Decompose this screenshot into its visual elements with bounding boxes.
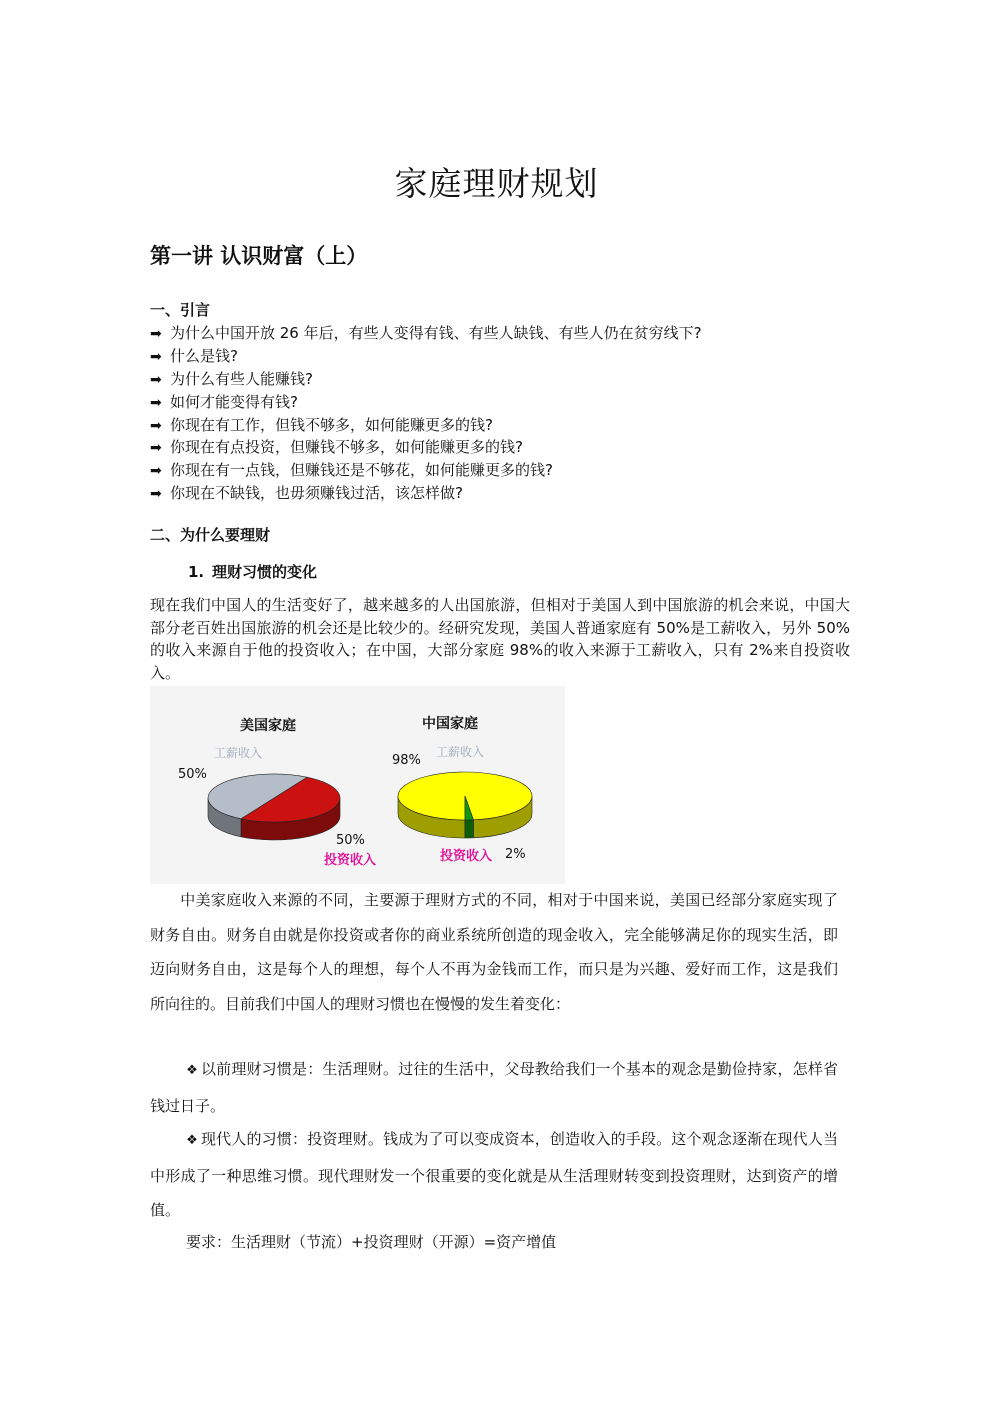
wage-value-1: 98%	[392, 753, 421, 768]
wage-value-0: 50%	[178, 767, 207, 782]
subsection-heading	[188, 561, 317, 582]
list-item: ➡ 你现在有一点钱，但赚钱还是不够花，如何能赚更多的钱?	[150, 459, 702, 482]
list-item: ➡ 你现在有点投资，但赚钱不够多，如何能赚更多的钱?	[150, 436, 702, 459]
arrow-bullet-icon: ➡	[150, 371, 162, 388]
wage-label-1: 工薪收入	[436, 745, 485, 759]
arrow-bullet-icon: ➡	[150, 348, 162, 365]
arrow-bullet-icon: ➡	[150, 440, 162, 457]
intro-bullet-list	[150, 322, 702, 505]
diamond-bullet-icon: ❖	[186, 1133, 198, 1148]
section-heading-intro: 一、引言	[150, 301, 211, 319]
list-item: ➡ 你现在不缺钱，也毋须赚钱过活，该怎样做?	[150, 482, 702, 505]
page-title: 家庭理财规划	[394, 164, 599, 203]
chart-title-0: 美国家庭	[240, 718, 296, 734]
invest-label-0: 投资收入	[324, 853, 377, 868]
list-item: ➡ 为什么中国开放 26 年后，有些人变得有钱、有些人缺钱、有些人仍在贫穷线下?	[150, 322, 702, 345]
list-item: ➡ 为什么有些人能赚钱?	[150, 368, 702, 391]
income-pie-charts	[150, 686, 565, 884]
wage-label-0: 工薪收入	[214, 746, 263, 760]
body-paragraph-financial-freedom: 中美家庭收入来源的不同，主要源于理财方式的不同，相对于中国来说，美国已经部分家庭实现了财务自由。财务自由就是你投资或者你的商业系统所创造的现金收入，完全能够满足你的现实生活，即迈向财务自由，这是每个人的理想，每个人不再为金钱而工作，而只是为兴趣、爱好而工作，这是我们所向往的。目前我们中国人的理财习惯也在慢慢的发生着变化：	[150, 891, 838, 1013]
arrow-bullet-icon: ➡	[150, 463, 162, 480]
arrow-bullet-icon: ➡	[150, 326, 162, 342]
body-paragraph-modern-habit: ❖ 现代人的习惯：投资理财。钱成为了可以变成资本，创造收入的手段。这个观念逐渐在现代人当中形成了一种思维习惯。现代理财发一个很重要的变化就是从生活理财转变到投资理财，达到资产的增值。	[150, 1130, 838, 1219]
arrow-bullet-icon: ➡	[150, 486, 162, 503]
intro-paragraph: 现在我们中国人的生活变好了，越来越多的人出国旅游，但相对于美国人到中国旅游的机会来说，中国大部分老百姓出国旅游的机会还是比较少的。经研究发现，美国人普通家庭有 50%是工薪收入，另外 50%的收入来源自于他的投资收入；在中国，大部分家庭 98%的收入来源于工薪收入，只有 2%来自投资收入。	[150, 596, 850, 682]
invest-label-1: 投资收入	[440, 849, 493, 864]
body-paragraph-old-habit: ❖ 以前理财习惯是：生活理财。过往的生活中，父母教给我们一个基本的观念是勤俭持家，怎样省钱过日子。	[150, 1060, 838, 1115]
list-item: ➡ 什么是钱?	[150, 345, 702, 368]
invest-value-0: 50%	[336, 833, 365, 848]
subsection-title: 理财习惯的变化	[212, 563, 318, 581]
invest-value-1: 2%	[505, 847, 526, 862]
pie-side-1-1	[465, 820, 473, 838]
diamond-bullet-icon: ❖	[186, 1063, 198, 1078]
arrow-bullet-icon: ➡	[150, 417, 162, 434]
lecture-title: 第一讲 认识财富（上）	[150, 244, 368, 268]
list-item: ➡ 如何才能变得有钱?	[150, 391, 702, 414]
list-item: ➡ 你现在有工作，但钱不够多，如何能赚更多的钱?	[150, 414, 702, 437]
section-heading-why: 二、为什么要理财	[150, 526, 271, 544]
requirement-line: 要求：生活理财（节流）+投资理财（开源）=资产增值	[186, 1233, 557, 1251]
chart-title-1: 中国家庭	[422, 716, 478, 732]
arrow-bullet-icon: ➡	[150, 394, 162, 411]
subsection-number: 1.	[188, 563, 205, 581]
